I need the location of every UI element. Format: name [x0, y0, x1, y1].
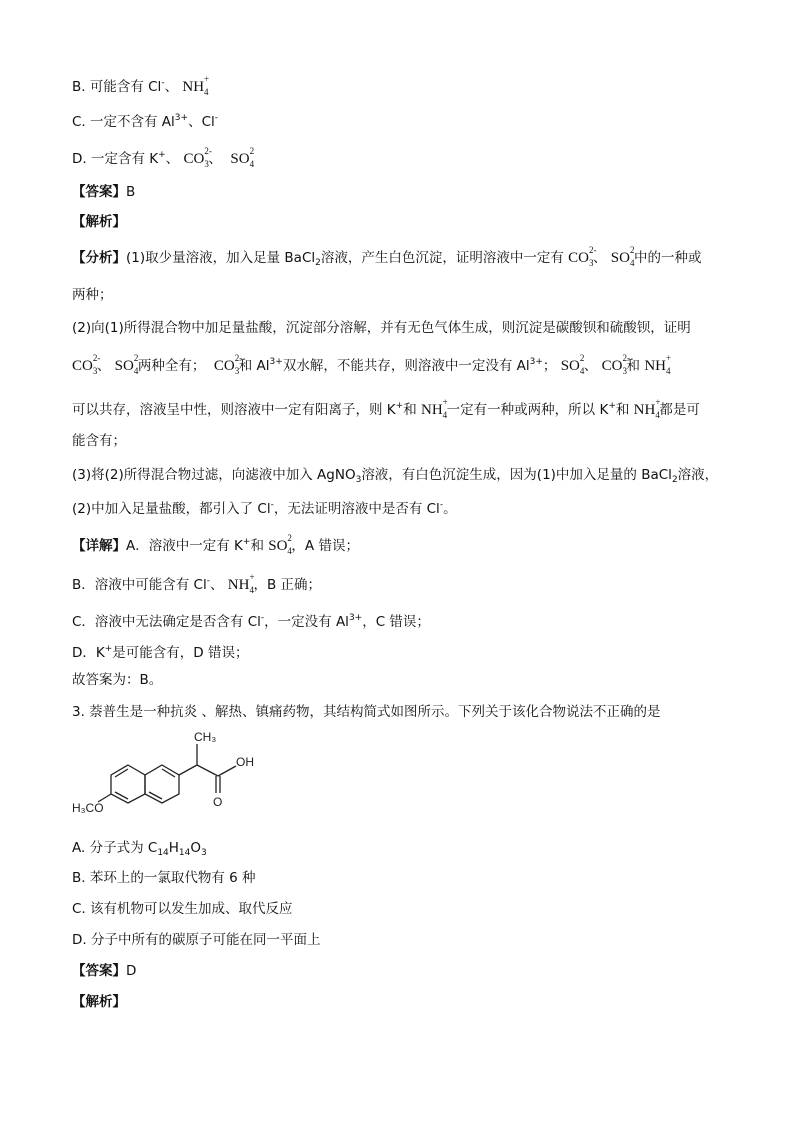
option-text: 、Cl [188, 114, 215, 130]
detail-line-c [72, 608, 430, 632]
ion-so4: SO 2 4 [268, 533, 292, 556]
analysis-line-7 [72, 465, 718, 490]
detail-line-b [72, 571, 321, 595]
option-text: B. 可能含有 Cl [72, 79, 162, 95]
text: 两种全有； [137, 358, 206, 374]
charge: - [214, 113, 219, 123]
text: 溶液，产生白色沉淀，证明溶液中一定有 [320, 250, 564, 266]
q3-stem [72, 702, 660, 722]
analysis-line-5 [72, 396, 700, 420]
q3-option-d [72, 930, 320, 950]
text: 中的一种或 [633, 250, 702, 266]
ion-so4: SO 2 4 [560, 353, 585, 376]
text: 两种； [72, 287, 113, 303]
ion-so4: SO 2 4 [114, 353, 139, 376]
analysis-tag: 【解析】 [72, 994, 126, 1010]
text: (2)中加入足量盐酸，都引入了 Cl [72, 501, 271, 517]
subscript: 14 [178, 848, 191, 858]
text: 一定有一种或两种，所以 K [446, 402, 609, 418]
charge: 3+ [529, 357, 543, 367]
option-text: A. 分子式为 C [72, 840, 158, 856]
text: H [168, 840, 179, 856]
text: (1)取少量溶液，加入足量 BaCl [126, 250, 316, 266]
charge: + [395, 401, 404, 411]
text: ，B 正确； [253, 577, 322, 593]
analysis-line-6 [72, 431, 126, 451]
text: C．溶液中无法确定是否含有 Cl [72, 614, 261, 630]
subscript: 3 [201, 848, 207, 858]
analysis-line-3 [72, 318, 691, 338]
text: 是可能含有，D 错误； [112, 645, 249, 661]
text: ，无法证明溶液中是否有 Cl [273, 501, 440, 517]
sep: 、 [583, 358, 598, 374]
text: ，A 错误； [291, 538, 359, 554]
subscript: 3 [355, 475, 362, 485]
charge: 3+ [348, 613, 363, 623]
option-text: C. 该有机物可以发生加成、取代反应 [72, 901, 293, 917]
ion-nh4: NH + 4 [227, 572, 255, 595]
text: 3. 萘普生是一种抗炎 、解热、镇痛药物，其结构简式如图所示。下列关于该化合物说法不正确的是 [72, 704, 661, 720]
ion-co3: CO 2- 3 [568, 245, 597, 268]
text: 溶液，有白色沉淀生成，因为(1)中加入足量的 BaCl [361, 467, 672, 483]
text: D．K [72, 645, 105, 661]
subscript: 14 [157, 848, 169, 858]
text: 和 [250, 538, 264, 554]
ion-so4: SO 2 4 [610, 245, 635, 268]
answer-value: B [126, 184, 136, 200]
ch3-label: CH₃ [194, 730, 217, 744]
text: 双水解，不能共存，则溶液中一定没有 Al [282, 358, 530, 374]
charge: - [270, 500, 274, 510]
sep: 、 [96, 358, 111, 374]
option-text: C. 一定不含有 Al [72, 114, 175, 130]
detail-conclusion [72, 670, 162, 690]
text: 能含有； [72, 433, 126, 449]
ion-co3: CO 2- 3 [213, 353, 243, 376]
naproxen-structure [70, 730, 280, 822]
answer-value: D [126, 963, 137, 979]
charge: + [242, 537, 251, 547]
answer-tag: 【答案】 [72, 963, 126, 979]
analysis-tag: 【解析】 [72, 214, 126, 230]
ion-nh4: NH + 4 [644, 353, 672, 376]
analysis-line-2 [72, 285, 113, 305]
oh-label: OH [236, 755, 254, 769]
sep: 、 [209, 577, 224, 593]
charge: - [260, 613, 265, 623]
q3-analysis-heading [72, 992, 126, 1012]
text: (3)将(2)所得混合物过滤，向滤液中加入 AgNO [72, 467, 356, 483]
ion-so4: SO 2 4 [230, 146, 255, 169]
text: 和 Al [238, 358, 270, 374]
q2-answer [72, 182, 135, 202]
charge: + [104, 644, 113, 654]
text: B．溶液中可能含有 Cl [72, 577, 207, 593]
text: 故答案为：B。 [72, 672, 163, 688]
text: ，一定没有 Al [264, 614, 349, 630]
q2-analysis-heading [72, 212, 126, 232]
analysis-line-1 [72, 245, 702, 273]
q3-answer [72, 961, 136, 981]
q2-option-b [72, 73, 208, 97]
text: (2)向(1)所得混合物中加足量盐酸，沉淀部分溶解，并有无色气体生成，则沉淀是碳酸钡和硫酸钡，证明 [72, 320, 691, 336]
sep: 、 [164, 79, 179, 95]
text: 和 [626, 358, 641, 374]
subscript: 2 [315, 258, 321, 268]
charge: - [206, 576, 210, 586]
q2-option-c [72, 108, 218, 132]
detail-line-d [72, 639, 248, 663]
ion-nh4: NH + 4 [182, 74, 210, 97]
sep: 、 [165, 151, 180, 167]
option-text: D. 一定含有 K [72, 151, 159, 167]
q2-option-d [72, 145, 254, 169]
analysis-line-4 [72, 352, 670, 376]
sep: 、 [208, 151, 222, 167]
q3-option-b [72, 868, 256, 888]
text: 溶液， [677, 467, 719, 483]
detail-line-a [72, 532, 359, 556]
detail-tag: 【详解】 [72, 538, 126, 554]
ion-co3: CO 2- 3 [601, 353, 631, 376]
charge: + [158, 150, 166, 160]
charge: - [439, 500, 444, 510]
analysis-line-8 [72, 495, 457, 519]
text: 都是可 [659, 402, 700, 418]
text: 和 [403, 402, 417, 418]
fenxi-tag: 【分析】 [72, 250, 126, 266]
ion-co3: CO 2- 3 [183, 146, 212, 169]
ion-nh4: NH + 4 [421, 397, 448, 420]
ion-co3: CO 2- 3 [72, 353, 101, 376]
text: 和 [615, 402, 630, 418]
charge: - [161, 78, 165, 88]
text: ； [542, 358, 557, 374]
option-text: D. 分子中所有的碳原子可能在同一平面上 [72, 932, 321, 948]
charge: 3+ [174, 113, 189, 123]
text: ，C 错误； [362, 614, 430, 630]
subscript: 2 [671, 475, 678, 485]
q3-option-c [72, 899, 293, 919]
charge: 3+ [269, 357, 283, 367]
option-text: B. 苯环上的一氯取代物有 6 种 [72, 870, 256, 886]
ion-nh4: NH + 4 [633, 397, 661, 420]
text: 。 [443, 501, 457, 517]
o-label: O [213, 795, 223, 809]
text: 可以共存，溶液呈中性，则溶液中一定有阳离子，则 K [72, 402, 396, 418]
och3-label: H₃CO [72, 801, 104, 815]
charge: + [608, 401, 616, 411]
sep: 、 [593, 250, 607, 266]
text: O [190, 840, 202, 856]
text: A．溶液中一定有 K [126, 538, 243, 554]
answer-tag: 【答案】 [72, 184, 126, 200]
q3-option-a [72, 838, 207, 863]
